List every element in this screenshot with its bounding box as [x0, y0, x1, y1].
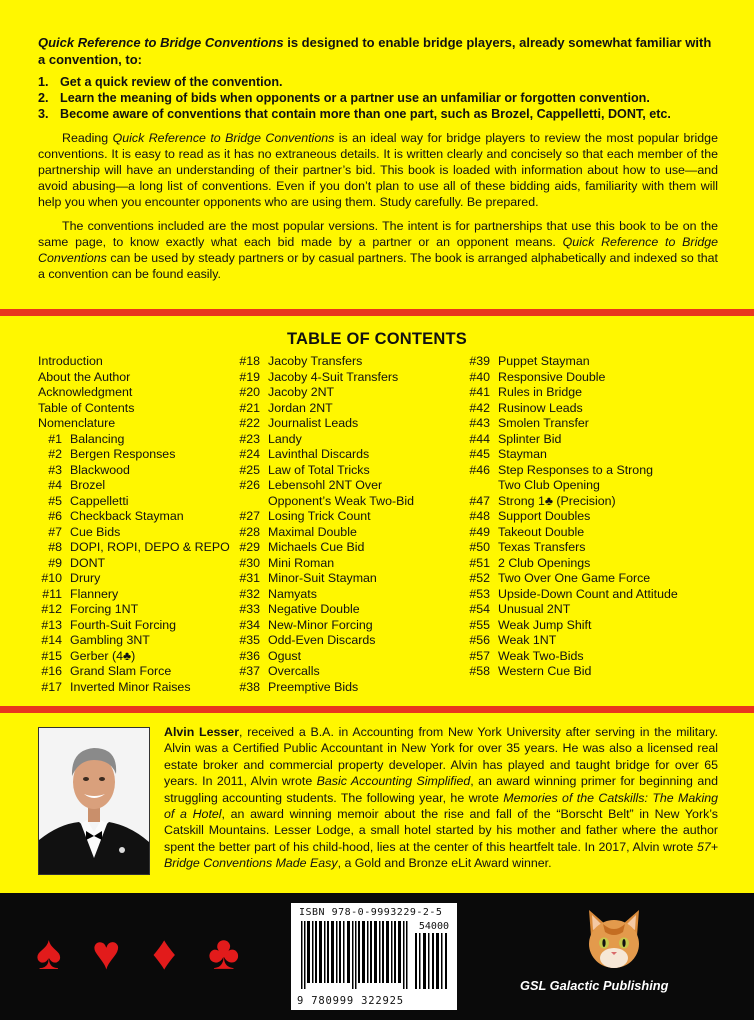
toc-entry-number: #43 [469, 416, 490, 430]
isbn-text: ISBN 978-0-9993229-2-5 [299, 907, 443, 918]
toc-column-2 [236, 354, 414, 695]
toc-entry-number: #57 [469, 648, 490, 663]
toc-entry-number: #18 [239, 354, 260, 368]
goal-item [38, 106, 718, 122]
toc-entry-title: Journalist Leads [268, 416, 359, 430]
toc-entry-title: Two Over One Game Force [498, 571, 651, 585]
toc-entry-title: Balancing [70, 431, 125, 446]
toc-entry-title: Takeout Double [498, 524, 585, 539]
toc-entry[interactable] [236, 680, 414, 696]
isbn-barcode [291, 903, 457, 1010]
toc-entry-title: Jacoby 4-Suit Transfers [268, 369, 399, 384]
toc-entry-number: #52 [469, 571, 490, 585]
toc-entry-number: #27 [239, 509, 260, 523]
toc-entry-number: #22 [239, 416, 260, 430]
publisher-name: GSL Galactic Publishing [520, 978, 669, 993]
toc-entry[interactable] [236, 556, 414, 572]
toc-entry-number: #26 [239, 478, 260, 492]
toc-entry[interactable] [236, 416, 414, 432]
toc-entry[interactable] [466, 401, 678, 417]
toc-entry-title: Unusual 2NT [498, 602, 571, 616]
red-divider-bottom [0, 706, 754, 713]
goal-item [38, 90, 718, 106]
red-divider-top [0, 309, 754, 316]
toc-entry[interactable] [236, 385, 414, 401]
toc-entry[interactable] [466, 494, 678, 510]
barcode-digits: 9 780999 322925 [297, 995, 404, 1007]
toc-entry-number: #17 [41, 679, 62, 694]
toc-entry-number: #51 [469, 555, 490, 570]
toc-entry-title: Opponent’s Weak Two-Bid [268, 493, 415, 508]
toc-entry[interactable] [236, 354, 414, 370]
toc-entry-title: Cappelletti [70, 493, 129, 508]
toc-entry[interactable] [466, 525, 678, 541]
toc-column-1 [38, 354, 230, 695]
toc-entry-title: Grand Slam Force [70, 664, 172, 678]
toc-entry-title: Blackwood [70, 462, 130, 477]
toc-entry[interactable] [236, 447, 414, 463]
toc-entry[interactable] [236, 525, 414, 541]
toc-entry-title: Maximal Double [268, 524, 357, 539]
toc-entry-title: Flannery [70, 586, 119, 601]
toc-entry-number: #55 [469, 617, 490, 632]
book-title-italic: Quick Reference to Bridge Conventions [38, 35, 284, 50]
toc-entry-number: #54 [469, 602, 490, 616]
heart-icon: ♥ [92, 927, 121, 980]
toc-entry-title: Brozel [70, 478, 106, 492]
toc-entry[interactable] [466, 432, 678, 448]
toc-entry[interactable] [236, 649, 414, 665]
toc-entry[interactable] [466, 540, 678, 556]
toc-column-3 [466, 354, 678, 680]
toc-entry[interactable] [466, 354, 678, 370]
toc-entry-title: Two Club Opening [498, 478, 600, 492]
toc-entry[interactable] [236, 432, 414, 448]
toc-entry-title: Lebensohl 2NT Over [268, 478, 383, 492]
toc-entry-number: #49 [469, 524, 490, 539]
toc-entry[interactable] [38, 494, 230, 510]
intro-lead-text: is designed to enable bridge players, already somewhat familiar with a convention, to: [38, 35, 712, 67]
spade-icon: ♠ [36, 927, 62, 980]
toc-entry[interactable] [236, 463, 414, 479]
toc-entry-number: #58 [469, 664, 490, 678]
toc-entry-title: Strong 1♣ (Precision) [498, 493, 616, 508]
toc-entry-number: #13 [41, 617, 62, 632]
toc-entry-number: #37 [239, 664, 260, 678]
toc-entry[interactable] [38, 540, 230, 556]
toc-entry[interactable] [236, 587, 414, 603]
barcode-bars [301, 921, 411, 989]
toc-entry-number: #38 [239, 679, 260, 694]
toc-entry-title: Jacoby 2NT [268, 385, 335, 399]
toc-entry-title: Negative Double [268, 602, 360, 616]
toc-entry[interactable] [236, 571, 414, 587]
toc-entry-number: #29 [239, 540, 260, 554]
toc-entry-title: Ogust [268, 648, 302, 663]
toc-entry-number: #10 [41, 571, 62, 585]
toc-entry-number: #50 [469, 540, 490, 554]
goal-text: Get a quick review of the convention. [60, 75, 283, 89]
toc-entry[interactable] [38, 478, 230, 494]
toc-entry[interactable] [236, 509, 414, 525]
toc-entry[interactable] [466, 416, 678, 432]
toc-entry-number: #5 [48, 493, 62, 508]
toc-entry[interactable] [236, 370, 414, 386]
toc-entry-title: Inverted Minor Raises [70, 679, 191, 694]
toc-entry-number: #12 [41, 602, 62, 616]
toc-entry[interactable] [38, 401, 230, 417]
toc-entry-title: Responsive Double [498, 369, 606, 384]
intro-paragraph-2: The conventions included are the most popular versions. The intent is for partnerships that use this book to be on the same page, to know exactly what each bid made by a partner or an opponent means. Quick Reference to Bridge Conventions can be used by steady partners or by casual partners. The book is arranged alphabetically and indexed so that a convention can be found easily. [38, 219, 718, 281]
toc-entry-number: #28 [239, 524, 260, 539]
toc-entry[interactable] [38, 354, 230, 370]
toc-entry[interactable] [38, 385, 230, 401]
toc-entry[interactable] [38, 571, 230, 587]
toc-entry-title: Introduction [38, 354, 103, 368]
toc-entry-number: #34 [239, 617, 260, 632]
toc-entry-number: #42 [469, 400, 490, 415]
toc-entry[interactable] [236, 478, 414, 494]
toc-entry[interactable] [38, 602, 230, 618]
toc-entry-title: Puppet Stayman [498, 354, 590, 368]
toc-title: TABLE OF CONTENTS [286, 330, 467, 348]
toc-entry[interactable] [466, 664, 678, 680]
goal-text: Become aware of conventions that contain more than one part, such as Brozel, Cappelletti, DONT, etc. [60, 107, 671, 121]
toc-entry[interactable] [38, 664, 230, 680]
toc-entry-number: #11 [42, 586, 62, 601]
toc-entry[interactable] [38, 509, 230, 525]
intro-lead [38, 34, 718, 68]
toc-entry[interactable] [236, 664, 414, 680]
toc-entry[interactable] [466, 602, 678, 618]
toc-entry-title: Namyats [268, 586, 317, 601]
toc-entry[interactable] [38, 463, 230, 479]
toc-entry-number: #6 [48, 509, 62, 523]
toc-entry-number: #1 [48, 431, 62, 446]
toc-entry[interactable] [466, 463, 678, 479]
toc-entry-number: #24 [239, 447, 260, 461]
intro-paragraph-1: Reading Quick Reference to Bridge Conventions is an ideal way for bridge players to review the most popular bridge conventions. It is easy to read as it has no extraneous details. It is written clearly and concisely so that each member of the partnership will have an understanding of their partner’s bid. This book is loaded with information about how to use—and avoid abusing—a long list of conventions. Even if you don’t plan to use all of these bidding aids, familiarity with them will help you when you encounter opponents who are using them. Study carefully. Be prepared. [38, 131, 718, 209]
toc-entry-number: #45 [469, 447, 490, 461]
toc-entry-title: Mini Roman [268, 555, 335, 570]
toc-entry[interactable] [466, 478, 678, 494]
toc-entry-number: #47 [469, 493, 490, 508]
toc-entry-title: Texas Transfers [498, 540, 586, 554]
toc-entry[interactable] [38, 618, 230, 634]
toc-entry-title: DONT [70, 555, 106, 570]
toc-entry-title: Rules in Bridge [498, 385, 583, 399]
toc-entry-title: Losing Trick Count [268, 509, 371, 523]
toc-entry-number: #46 [469, 462, 490, 477]
toc-entry[interactable] [38, 680, 230, 696]
toc-entry-title: Support Doubles [498, 509, 591, 523]
toc-entry-number: #19 [239, 369, 260, 384]
toc-entry-title: Weak Two-Bids [498, 648, 584, 663]
toc-entry-title: Weak Jump Shift [498, 617, 592, 632]
toc-entry[interactable] [236, 540, 414, 556]
goals-list [38, 74, 718, 122]
toc-entry-number: #2 [48, 447, 62, 461]
toc-entry-title: Lavinthal Discards [268, 447, 370, 461]
author-bio: Alvin Lesser, received a B.A. in Accounting from New York University after serving in the military. Alvin was a Certified Public Accountant in New York for over 35 years. He was also a licensed real estate broker and commercial property developer. Alvin has played and taught bridge for over 65 years. In 2011, Alvin wrote Basic Accounting Simplified, an award winning primer for beginning and struggling accounting students. The following year, he wrote Memories of the Catskills: The Making of a Hotel, an award winning memoir about the rise and fall of the “Borscht Belt” in New York’s Catskill Mountains. Lesser Lodge, a small hotel started by his mother and father where the author spent the better part of his child-hood, lies at the center of this heartfelt tale. In 2017, Alvin wrote 57+ Bridge Conventions Made Easy, a Gold and Bronze eLit Award winner. [164, 725, 718, 871]
toc-entry-number: #20 [239, 385, 260, 399]
toc-entry-number: #14 [41, 633, 62, 647]
toc-entry[interactable] [466, 571, 678, 587]
toc-entry-title: Law of Total Tricks [268, 462, 370, 477]
goal-number: 2. [38, 91, 49, 105]
toc-entry-title: Gambling 3NT [70, 633, 150, 647]
toc-entry-title: Nomenclature [38, 416, 116, 430]
toc-entry[interactable] [466, 618, 678, 634]
toc-entry-number: #9 [48, 555, 62, 570]
toc-entry-number: #21 [239, 400, 260, 415]
price-barcode-bars [415, 933, 451, 989]
toc-entry-number: #39 [469, 354, 490, 368]
toc-entry-title: Acknowledgment [38, 385, 133, 399]
toc-entry-title: Table of Contents [38, 400, 135, 415]
toc-entry-number: #8 [48, 540, 62, 554]
toc-entry-title: Step Responses to a Strong [498, 462, 653, 477]
toc-entry-number: #35 [239, 633, 260, 647]
toc-entry-number: #16 [41, 664, 62, 678]
toc-entry-title: Upside-Down Count and Attitude [498, 586, 678, 601]
toc-entry[interactable] [38, 432, 230, 448]
toc-entry[interactable] [38, 587, 230, 603]
toc-entry-title: Checkback Stayman [70, 509, 184, 523]
toc-entry-title: DOPI, ROPI, DEPO & REPO [70, 540, 230, 554]
toc-entry-title: Smolen Transfer [498, 416, 589, 430]
toc-entry[interactable] [236, 618, 414, 634]
goal-text: Learn the meaning of bids when opponents or a partner use an unfamiliar or forgotten convention. [60, 91, 650, 105]
author-name: Alvin Lesser [164, 725, 240, 739]
toc-entry-title: Stayman [498, 447, 547, 461]
toc-entry-title: Western Cue Bid [498, 664, 592, 678]
toc-entry-title: Jacoby Transfers [268, 354, 363, 368]
toc-entry[interactable] [38, 447, 230, 463]
author-photo [38, 727, 150, 875]
toc-entry[interactable] [466, 556, 678, 572]
toc-entry-number: #7 [48, 524, 62, 539]
toc-entry-title: Jordan 2NT [268, 400, 333, 415]
toc-entry-title: New-Minor Forcing [268, 617, 373, 632]
toc-entry[interactable] [236, 494, 414, 510]
toc-entry-number: #3 [48, 462, 62, 477]
toc-entry-number: #25 [239, 462, 260, 477]
toc-entry-number: #53 [469, 586, 490, 601]
toc-entry[interactable] [38, 370, 230, 386]
toc-entry-number: #41 [469, 385, 490, 399]
toc-entry-title: Splinter Bid [498, 431, 562, 446]
toc-entry-title: Cue Bids [70, 524, 121, 539]
toc-entry[interactable] [38, 416, 230, 432]
toc-entry-number: #31 [239, 571, 260, 585]
toc-entry-title: Overcalls [268, 664, 320, 678]
toc-entry-number: #32 [239, 586, 260, 601]
toc-entry-number: #4 [48, 478, 62, 492]
toc-entry[interactable] [466, 649, 678, 665]
toc-entry-number: #15 [41, 648, 62, 663]
toc-entry[interactable] [466, 370, 678, 386]
toc-entry[interactable] [236, 602, 414, 618]
toc-entry-number: #56 [469, 633, 490, 647]
toc-entry-number: #33 [239, 602, 260, 616]
toc-entry-number: #30 [239, 555, 260, 570]
toc-entry[interactable] [38, 633, 230, 649]
toc-entry[interactable] [466, 385, 678, 401]
toc-entry[interactable] [38, 525, 230, 541]
toc-entry[interactable] [466, 509, 678, 525]
toc-entry-number: #40 [469, 369, 490, 384]
diamond-icon: ♦ [152, 927, 177, 980]
goal-number: 3. [38, 107, 49, 121]
toc-entry-title: Gerber (4♣) [70, 648, 136, 663]
toc-entry[interactable] [38, 649, 230, 665]
club-icon: ♣ [208, 927, 240, 980]
toc-entry-title: Odd-Even Discards [268, 633, 376, 647]
toc-entry-number: #23 [239, 431, 260, 446]
toc-entry[interactable] [466, 587, 678, 603]
toc-entry-number: #48 [469, 509, 490, 523]
price-code: 54000 [418, 921, 449, 932]
toc-entry-title: Drury [70, 571, 101, 585]
toc-entry-title: Weak 1NT [498, 633, 557, 647]
intro-section [38, 34, 718, 282]
cat-logo [583, 906, 645, 972]
toc-entry-title: Minor-Suit Stayman [268, 571, 377, 585]
toc-entry-title: Landy [268, 431, 302, 446]
toc-entry[interactable] [38, 556, 230, 572]
toc-entry-title: Rusinow Leads [498, 400, 583, 415]
toc-entry[interactable] [466, 633, 678, 649]
toc-entry-title: Preemptive Bids [268, 679, 359, 694]
toc-entry-title: 2 Club Openings [498, 555, 591, 570]
toc-entry-number: #44 [469, 431, 490, 446]
toc-entry[interactable] [236, 633, 414, 649]
goal-item [38, 74, 718, 90]
goal-number: 1. [38, 75, 49, 89]
toc-entry-title: About the Author [38, 369, 131, 384]
toc-entry-title: Forcing 1NT [70, 602, 139, 616]
toc-entry-title: Bergen Responses [70, 447, 176, 461]
toc-entry[interactable] [236, 401, 414, 417]
toc-entry-title: Michaels Cue Bid [268, 540, 365, 554]
toc-entry-title: Fourth-Suit Forcing [70, 617, 177, 632]
toc-entry-number: #36 [239, 648, 260, 663]
toc-entry[interactable] [466, 447, 678, 463]
